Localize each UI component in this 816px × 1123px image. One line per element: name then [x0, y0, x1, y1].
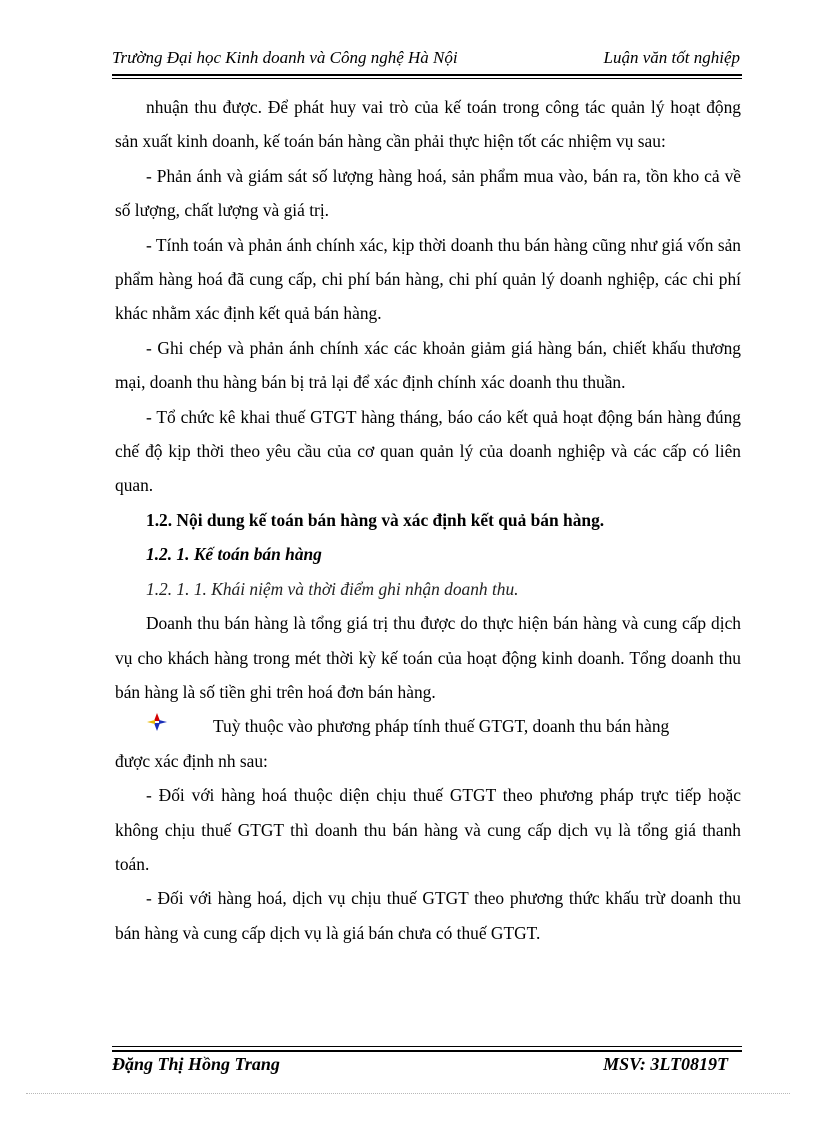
paragraph-revenue-definition: Doanh thu bán hàng là tổng giá trị thu được do thực hiện bán hàng và cung cấp dịch vụ cho khách hàng trong mét thời kỳ kế toán của hoạt động kinh doanh. Tổng doanh thu bán hàng là số tiền ghi trên hoá đơn bán hàng.: [115, 613, 741, 702]
page-bottom-dotted-line: [26, 1093, 790, 1094]
paragraph-task-4: - Tổ chức kê khai thuế GTGT hàng tháng, báo cáo kết quả hoạt động bán hàng đúng chế độ kịp thời theo yêu cầu của cơ quan quản lý của doanh nghiệp và các cấp có liên quan.: [115, 406, 741, 496]
paragraph-task-3: - Ghi chép và phản ánh chính xác các khoản giảm giá hàng bán, chiết khấu thương mại, doanh thu hàng bán bị trả lại để xác định chính xác doanh thu thuần.: [115, 337, 741, 393]
page-header: [112, 48, 740, 68]
footer-author-name: Đặng Thị Hồng Trang: [112, 1054, 280, 1074]
page-footer: [112, 1054, 728, 1075]
section-heading-1-2-1-1: 1.2. 1. 1. Khái niệm và thời điểm ghi nhận doanh thu.: [146, 578, 519, 599]
header-rule-thin: [112, 78, 742, 79]
header-school-name: Trường Đại học Kinh doanh và Công nghệ Hà Nội: [112, 48, 458, 67]
header-thesis-label: Luận văn tốt nghiệp: [603, 48, 740, 67]
paragraph-task-2: - Tính toán và phản ánh chính xác, kịp thời doanh thu bán hàng cũng như giá vốn sản phẩm hàng hoá đã cung cấp, chi phí bán hàng, chi phí quản lý doanh nghiệp, các chi phí khác nhằm xác định kết quả bán hàng.: [115, 234, 741, 324]
arrow-bullet-icon: [115, 709, 213, 743]
section-heading-1-2-1: 1.2. 1. Kế toán bán hàng: [146, 544, 322, 565]
document-body: [115, 90, 741, 950]
paragraph-intro: nhuận thu được. Để phát huy vai trò của kế toán trong công tác quản lý hoạt động sản xuất kinh doanh, kế toán bán hàng cần phải thực hiện tốt các nhiệm vụ sau:: [115, 97, 741, 152]
paragraph-vat-method-line2: được xác định nh sau:: [115, 750, 268, 771]
paragraph-task-1: - Phản ánh và giám sát số lượng hàng hoá, sản phẩm mua vào, bán ra, tồn kho cả về số lượng, chất lượng và giá trị.: [115, 165, 741, 221]
bullet-paragraph: [115, 709, 741, 743]
paragraph-vat-method-line1: Tuỳ thuộc vào phương pháp tính thuế GTGT, doanh thu bán hàng: [213, 716, 670, 737]
footer-rule-thin: [112, 1046, 742, 1047]
section-heading-1-2: 1.2. Nội dung kế toán bán hàng và xác định kết quả bán hàng.: [146, 509, 605, 530]
footer-rule-thick: [112, 1050, 742, 1052]
paragraph-direct-method: - Đối với hàng hoá thuộc diện chịu thuế GTGT theo phương pháp trực tiếp hoặc không chịu thuế GTGT thì doanh thu bán hàng và cung cấp dịch vụ là tổng giá thanh toán.: [115, 785, 741, 874]
paragraph-deduction-method: - Đối với hàng hoá, dịch vụ chịu thuế GTGT theo phương thức khấu trừ doanh thu bán hàng và cung cấp dịch vụ là giá bán chưa có thuế GTGT.: [115, 888, 741, 943]
footer-student-id: MSV: 3LT0819T: [603, 1054, 728, 1074]
header-rule-thick: [112, 74, 742, 76]
